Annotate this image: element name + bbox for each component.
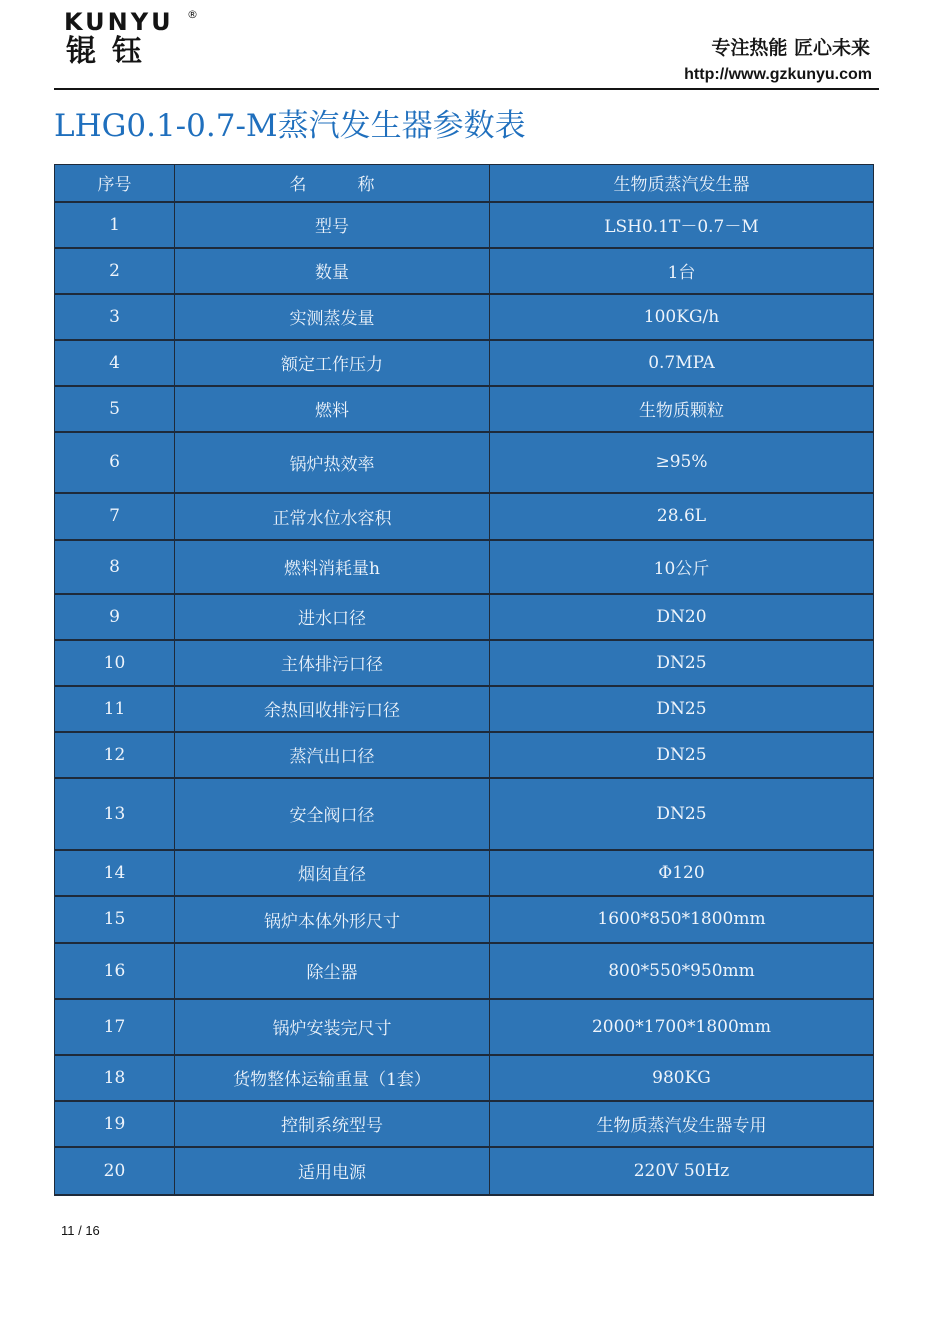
row-value: 2000*1700*1800mm — [490, 999, 874, 1055]
header-divider — [54, 88, 879, 90]
table-row — [55, 896, 874, 943]
row-name: 燃料 — [175, 386, 490, 432]
table-row — [55, 1055, 874, 1101]
row-no: 10 — [55, 640, 175, 686]
row-name: 正常水位水容积 — [175, 493, 490, 540]
row-value: 10公斤 — [490, 540, 874, 594]
brand-logo-text: KUNYU — [64, 8, 174, 36]
row-value: 生物质蒸汽发生器专用 — [490, 1101, 874, 1147]
row-name: 烟囱直径 — [175, 850, 490, 896]
row-no: 15 — [55, 896, 175, 943]
row-no: 19 — [55, 1101, 175, 1147]
row-no: 6 — [55, 432, 175, 493]
row-value: DN25 — [490, 686, 874, 732]
table-row — [55, 778, 874, 850]
table-row — [55, 594, 874, 640]
brand-logo-chinese: 锟钰 — [66, 34, 158, 69]
table-row — [55, 686, 874, 732]
row-no: 17 — [55, 999, 175, 1055]
row-value: DN25 — [490, 640, 874, 686]
registered-mark: ® — [187, 8, 198, 21]
table-row — [55, 493, 874, 540]
row-name: 余热回收排污口径 — [175, 686, 490, 732]
row-name: 数量 — [175, 248, 490, 294]
row-name: 安全阀口径 — [175, 778, 490, 850]
row-no: 5 — [55, 386, 175, 432]
row-name: 锅炉安装完尺寸 — [175, 999, 490, 1055]
row-value: 0.7MPA — [490, 340, 874, 386]
row-name: 除尘器 — [175, 943, 490, 999]
table-header-row — [55, 165, 874, 202]
row-value: 生物质颗粒 — [490, 386, 874, 432]
row-name: 锅炉热效率 — [175, 432, 490, 493]
table-body — [55, 202, 874, 1195]
row-value: DN25 — [490, 732, 874, 778]
table-row — [55, 202, 874, 248]
table-row — [55, 248, 874, 294]
row-name: 型号 — [175, 202, 490, 248]
row-no: 8 — [55, 540, 175, 594]
row-name: 燃料消耗量h — [175, 540, 490, 594]
row-name: 蒸汽出口径 — [175, 732, 490, 778]
row-value: 100KG/h — [490, 294, 874, 340]
page-title: LHG0.1-0.7-M蒸汽发生器参数表 — [54, 108, 526, 144]
table-row — [55, 540, 874, 594]
row-no: 3 — [55, 294, 175, 340]
row-name: 额定工作压力 — [175, 340, 490, 386]
table-row — [55, 386, 874, 432]
row-no: 18 — [55, 1055, 175, 1101]
row-value: 980KG — [490, 1055, 874, 1101]
row-no: 9 — [55, 594, 175, 640]
table-row — [55, 999, 874, 1055]
table-row — [55, 1101, 874, 1147]
row-value: LSH0.1T－0.7－M — [490, 202, 874, 248]
row-no: 20 — [55, 1147, 175, 1195]
row-name: 实测蒸发量 — [175, 294, 490, 340]
header-value: 生物质蒸汽发生器 — [490, 165, 874, 202]
table-row — [55, 732, 874, 778]
company-slogan: 专注热能 匠心未来 — [711, 37, 870, 59]
parameter-table — [54, 164, 874, 1196]
row-value: 1台 — [490, 248, 874, 294]
row-no: 11 — [55, 686, 175, 732]
table-row — [55, 640, 874, 686]
row-value: 800*550*950mm — [490, 943, 874, 999]
table-row — [55, 432, 874, 493]
page-header — [0, 0, 934, 92]
row-name: 货物整体运输重量（1套） — [175, 1055, 490, 1101]
row-value: ≥95% — [490, 432, 874, 493]
header-no: 序号 — [55, 165, 175, 202]
row-value: Φ120 — [490, 850, 874, 896]
table-row — [55, 340, 874, 386]
row-name: 主体排污口径 — [175, 640, 490, 686]
row-no: 13 — [55, 778, 175, 850]
header-name: 名 称 — [175, 165, 490, 202]
row-value: 220V 50Hz — [490, 1147, 874, 1195]
table-row — [55, 1147, 874, 1195]
row-no: 14 — [55, 850, 175, 896]
row-value: DN20 — [490, 594, 874, 640]
table-row — [55, 943, 874, 999]
row-no: 1 — [55, 202, 175, 248]
company-website: http://www.gzkunyu.com — [684, 66, 872, 83]
row-name: 锅炉本体外形尺寸 — [175, 896, 490, 943]
page-number: 11 / 16 — [61, 1223, 100, 1238]
row-name: 适用电源 — [175, 1147, 490, 1195]
row-no: 16 — [55, 943, 175, 999]
row-value: 1600*850*1800mm — [490, 896, 874, 943]
table-row — [55, 850, 874, 896]
row-value: DN25 — [490, 778, 874, 850]
row-no: 12 — [55, 732, 175, 778]
table-row — [55, 294, 874, 340]
row-value: 28.6L — [490, 493, 874, 540]
row-name: 控制系统型号 — [175, 1101, 490, 1147]
row-name: 进水口径 — [175, 594, 490, 640]
row-no: 2 — [55, 248, 175, 294]
row-no: 7 — [55, 493, 175, 540]
row-no: 4 — [55, 340, 175, 386]
